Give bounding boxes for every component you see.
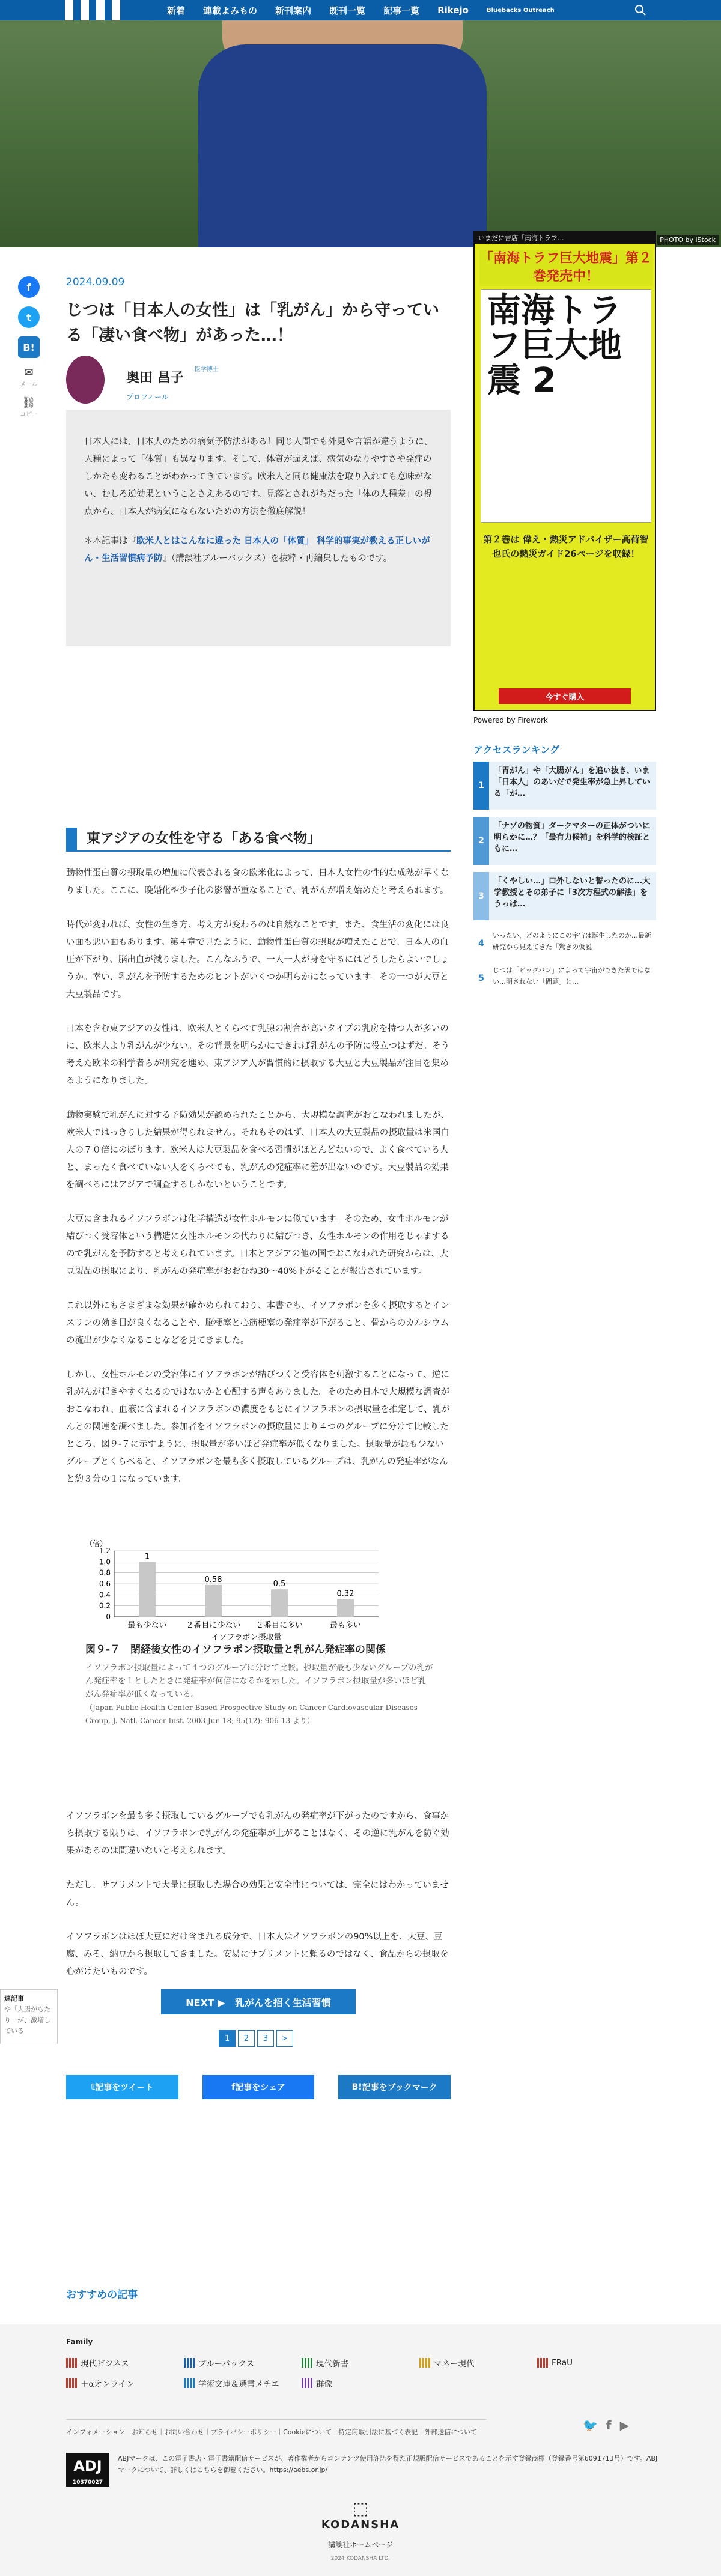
x-tick-label: ２番目に多い — [255, 1621, 303, 1630]
copyright: 2024 KODANSHA LTD. — [330, 2556, 391, 2562]
paragraph: 大豆に含まれるイソフラボンは化学構造が女性ホルモンに似ています。そのため、女性ホルモンが結びつく受容体という構造に女性ホルモンの代わりに結びつき、女性ホルモンの作用をじゃまするので乳がんを予防すると考えられています。日本とアジアの他の国でおこなわれた研究からは、大豆製品の摂取により、乳がんの発症率がおおむね30〜40%下がることが報告されています。 — [66, 1214, 449, 1276]
bar-value-label: 0.58 — [204, 1575, 222, 1584]
figure-caption-body: イソフラボン摂取量によって４つのグループに分けて比較。摂取量が最も少ないグループの乳がん発症率を１としたときに発症率が何倍になるかを示した。イソフラボン摂取量が多いほど乳がん発症率が低くなっている。 — [85, 1663, 433, 1699]
page-3[interactable]: 3 — [257, 2030, 274, 2047]
paragraph: 日本を含む東アジアの女性は、欧米人とくらべて乳腺の割合が高いタイプの乳房を持つ人が多いのに、欧米人より乳がんが少ない。その背景を明らかにできれば乳がんの予防に役立つはずだ。そう考えた欧米の科学者らが研究を進め、東アジア人が習慣的に摂取する大豆と大豆製品が注目を集めるようになりました。 — [66, 1024, 449, 1086]
youtube-icon[interactable]: ▶ — [619, 2418, 629, 2432]
twitter-icon[interactable]: t — [18, 306, 40, 328]
paragraph: 動物性蛋白質の摂取量の増加に代表される食の欧米化によって、日本人女性の性的な成熟が早くなりました。ここに、晩婚化や少子化の影響が重なることで、乳がんが増え始めたと考えられます。 — [66, 868, 449, 896]
nav-item-backlist[interactable]: 既刊一覧 — [329, 5, 366, 16]
site-footer — [0, 2324, 721, 2576]
footer-social — [583, 2418, 629, 2432]
intro-box — [66, 410, 451, 646]
paragraph: イソフラボンはほぼ大豆にだけ含まれる成分で、日本人はイソフラボンの90%以上を、大豆、豆腐、みそ、納豆から摂取してきました。安易にサプリメントに頼るのではなく、食品からの摂取を心がけたいものです。 — [66, 1932, 449, 1977]
family-link[interactable]: 学術文庫＆選書メチエ — [184, 2377, 302, 2389]
article-body-after — [66, 1808, 451, 1998]
paragraph: ただし、サプリメントで大量に摂取した場合の効果と安全性については、完全にはわかっていません。 — [66, 1880, 449, 1908]
hatena-bookmark-button[interactable]: B! 記事をブックマーク — [338, 2075, 451, 2099]
brand-stripes-icon — [184, 2358, 195, 2368]
bar — [271, 1589, 288, 1617]
page-2[interactable]: 2 — [238, 2030, 255, 2047]
ad-book-cover — [481, 289, 651, 523]
search-icon[interactable] — [634, 4, 646, 16]
ad-headline: 「南海トラフ巨大地震」第２巻発売中！ — [479, 250, 653, 286]
y-tick-label: 0.4 — [99, 1590, 111, 1599]
hero-leggings — [198, 44, 487, 247]
y-tick-label: 1.0 — [99, 1557, 111, 1566]
author-role: 医学博士 — [195, 366, 219, 373]
brand-stripes-icon — [184, 2378, 195, 2388]
family-link[interactable]: 現代ビジネス — [66, 2357, 184, 2369]
photo-credit: PHOTO by iStock — [657, 235, 719, 245]
link-copy-icon[interactable]: ⛓ コピー — [20, 396, 38, 418]
mail-icon[interactable]: ✉ メール — [20, 366, 38, 388]
book-link[interactable]: 欧米人とはこんなに違った 日本人の「体質」 科学的事実が教える正しいがん・生活習慣病予防 — [84, 536, 430, 563]
y-tick-label: 0.8 — [99, 1568, 111, 1577]
avatar[interactable] — [66, 356, 105, 404]
brand-stripes-icon — [302, 2358, 312, 2368]
hatena-bookmark-icon[interactable]: B! — [18, 336, 40, 358]
y-axis-label: （倍） — [85, 1539, 108, 1548]
article-date: 2024.09.09 — [66, 276, 125, 288]
nav-item-serial[interactable]: 連載よみもの — [203, 5, 258, 16]
paragraph: イソフラボンを最も多く摂取しているグループでも乳がんの発症率が下がったのですから、食事から摂取する限りは、イソフラボンで乳がんの発症率が上がることはなく、その逆に乳がんを防ぐ効果があるのは間違いないと考えられます。 — [66, 1811, 449, 1856]
abj-mark: ADJ 10370027 — [66, 2453, 109, 2487]
y-tick-label: 0.2 — [99, 1601, 111, 1610]
ad-buy-button[interactable]: 今すぐ購入 — [499, 688, 631, 704]
brand-stripes-icon — [66, 2358, 77, 2368]
section-heading: 東アジアの女性を守る「ある食べ物」 — [66, 828, 451, 852]
family-link[interactable]: ＋αオンライン — [66, 2377, 184, 2389]
paragraph: しかし、女性ホルモンの受容体にイソフラボンが結びつくと受容体を刺激することになって、逆に乳がんが起きやすくなるのではないかと心配する声もありました。そのため日本で大規模な調査がおこなわれ、血液に含まれるイソフラボンの濃度をもとにイソフラボンの摂取量を推定して、乳がんとの関連を調べました。参加者をイソフラボンの摂取量により４つのグループに分けて比較したところ、図９-７に示すように、摂取量が多いほど発症率が低くなりました。摂取量が最も少ないグループとくらべると、イソフラボンを最も多く摂取しているグループは、乳がんの発症率がなんと約３分の１になっています。 — [66, 1370, 450, 1484]
family-links — [66, 2357, 655, 2389]
bar-value-label: 0.5 — [273, 1580, 286, 1589]
figure-caption — [85, 1661, 434, 1727]
bar — [205, 1585, 222, 1617]
nav-item-new[interactable]: 新着 — [167, 5, 186, 16]
figure-caption-source: （Japan Public Health Center-Based Prospective Study on Cancer Cardiovascular Diseases Group, J. Natl. Cancer Inst. 2003 Jun 18; 95(12): 906-13 より） — [85, 1703, 418, 1725]
y-tick-label: 0.6 — [99, 1580, 111, 1588]
brand-stripes-icon — [419, 2358, 430, 2368]
ranking-item[interactable]: 4 いったい、どのようにこの宇宙は誕生したのか…最新研究から見えてきた「驚きの仮説」 — [478, 932, 651, 951]
author-name[interactable]: 奥田 昌子 — [126, 371, 184, 386]
kodansha-emblem-icon: ⬚ — [352, 2499, 369, 2518]
ad-body: 第２巻は 偉え・熱災アドバイザー高荷智也氏の熱災ガイド26ページを収録！ — [483, 534, 649, 559]
bar — [139, 1562, 156, 1617]
family-link[interactable]: マネー現代 — [419, 2357, 537, 2369]
x-tick-label: ２番目に少ない — [186, 1621, 241, 1630]
ad-cover-title: 南海トラフ巨大地震 2 — [487, 291, 622, 400]
brand-stripes-icon — [66, 2378, 77, 2388]
pagination — [219, 2030, 293, 2047]
x-tick-label: 最も多い — [329, 1621, 362, 1630]
family-link[interactable]: 群像 — [302, 2377, 419, 2389]
abj-text: ABJマークは、この電子書店・電子書籍配信サービスが、著作権者からコンテンツ使用許諾を得た正規版配信サービスであることを示す登録商標（登録番号第6091713号）です。ABJマークについて、詳しくはこちらを御覧ください。https://aebs.or.jp/ — [118, 2455, 658, 2474]
ad-powered-by: Powered by Firework — [473, 716, 548, 724]
article-title: じつは「日本人の女性」は「乳がん」から守っている「凄い食べ物」があった…！ — [66, 301, 439, 345]
facebook-icon[interactable]: f — [18, 276, 40, 298]
y-tick-label: 1.2 — [99, 1547, 111, 1555]
next-page-button[interactable]: NEXT ▶ 乳がんを招く生活習慣 — [161, 1989, 356, 2014]
figure-caption-title: 図９-７ 閉経後女性のイソフラボン摂取量と乳がん発症率の関係 — [85, 1644, 386, 1656]
intro-text: 日本人には、日本人のための病気予防法がある！同じ人間でも外見や言語が違うように、人種によって「体質」も異なります。そして、体質が違えば、病気のなりやすさや発症のしかたも変わることがわかってきています。欧米人と同じ健康法を取り入れても意味がない、むしろ逆効果ということさえあるのです。見落とされがちだった「体の人種差」の視点から、日本人が病気にならないための方法を徹底解説！ — [84, 437, 433, 517]
facebook-share-button[interactable]: f 記事をシェア — [202, 2075, 315, 2099]
author-profile-link[interactable]: プロフィール — [126, 393, 169, 401]
ranking-item[interactable]: 3 「くやしい…」口外しないと誓ったのに…大学教授とその弟子に「3次方程式の解法」をうっぱ… — [473, 872, 656, 920]
main-nav — [167, 0, 555, 20]
recommended-heading: おすすめの記事 — [66, 2289, 138, 2301]
brand-stripes-icon — [302, 2378, 312, 2388]
x-axis-label: イソフラボン摂取量 — [211, 1633, 282, 1642]
paragraph: 動物実験で乳がんに対する予防効果が認められたことから、大規模な調査がおこなわれましたが、欧米人ではっきりした結果が得られません。それもそのはず、日本人の大豆製品の摂取量は米国白人の７０倍にのぼります。欧米人は大豆製品を食べる習慣がほとんどないので、よく食べている人と、まったく食べていない人をくらべても、乳がんの発症率に差が出ないのです。大豆製品の効果を調べるにはアジアで調査するしかないということです。 — [66, 1111, 449, 1190]
sidebar-ad[interactable] — [473, 231, 656, 711]
family-label: Family — [66, 2338, 93, 2346]
ranking-item[interactable]: 5 じつは「ビッグバン」によって宇宙ができた訳ではない…明されない「問題」と… — [478, 966, 651, 986]
ranking-item[interactable]: 1 「胃がん」や「大腸がん」を追い抜き、いま「日本人」のあいだで発生率が急上昇している「が… — [473, 762, 656, 810]
nav-item-rikejo[interactable]: Rikejo — [437, 5, 469, 16]
facebook-icon[interactable]: f — [606, 2418, 612, 2432]
nav-item-articles[interactable]: 記事一覧 — [383, 5, 420, 16]
family-link[interactable]: ブルーバックス — [184, 2357, 302, 2369]
paragraph: これ以外にもさまざまな効果が確かめられており、本書でも、イソフラボンを多く摂取するとインスリンの効き目が良くなることや、脳梗塞と心筋梗塞の発症率が下がること、骨からのカルシウムの流出が少なくなることなどを見てきました。 — [66, 1301, 449, 1345]
brand-stripes-icon — [537, 2358, 548, 2368]
family-link[interactable]: FRaU — [537, 2357, 655, 2369]
nav-item-outreach[interactable]: Bluebacks Outreach — [486, 7, 555, 14]
site-logo[interactable] — [65, 0, 148, 20]
share-row — [66, 2075, 451, 2099]
side-share — [18, 276, 42, 426]
tweet-button[interactable]: 𝕥 記事をツイート — [66, 2075, 178, 2099]
figure-9-7 — [78, 1538, 451, 1814]
bar-value-label: 1 — [144, 1552, 150, 1562]
page-next[interactable]: > — [276, 2030, 293, 2047]
family-link[interactable]: 現代新書 — [302, 2357, 419, 2369]
related-article-float[interactable]: 連記事 や「大腸がもたり」が、激増している — [0, 1989, 58, 2044]
twitter-icon[interactable]: 🐦 — [583, 2418, 598, 2432]
kodansha-home-link[interactable]: 講談社ホームページ — [328, 2541, 393, 2549]
isoflavone-bar-chart — [78, 1538, 451, 1646]
bar — [337, 1599, 354, 1617]
paragraph: 時代が変われば、女性の生き方、考え方が変わるのは自然なことです。また、食生活の変化には良い面も悪い面もあります。第４章で見たように、動物性蛋白質の摂取が増えたことで、日本人の血圧が下がり、脳出血が減りました。こんなふうで、一人一人が身を守るにはどうしたらよいでしょうか。幸い、乳がんを予防するためのヒントがいくつか明らかになっています。その一つが大豆と大豆製品です。 — [66, 920, 449, 999]
intro-source: ＊本記事は『欧米人とはこんなに違った 日本人の「体質」 科学的事実が教える正しいがん・生活習慣病予防』（講談社ブルーバックス）を抜粋・再編集したものです。 — [84, 536, 430, 563]
site-header — [0, 0, 721, 20]
ranking-heading: アクセスランキング — [473, 744, 560, 756]
article-body — [66, 865, 451, 1505]
kodansha-logo[interactable]: ⬚ KODANSHA 講談社ホームページ 2024 KODANSHA LTD. — [312, 2499, 409, 2562]
bar-value-label: 0.32 — [336, 1589, 354, 1599]
ad-top-bar: いまだに書店「南海トラフ... — [475, 232, 655, 244]
x-tick-label: 最も少ない — [127, 1621, 167, 1630]
page-1[interactable]: 1 — [219, 2030, 236, 2047]
ranking-item[interactable]: 2 「ナゾの物質」ダークマターの正体がついに明らかに…？「最有力候補」を科学的検証ともに… — [473, 817, 656, 865]
y-tick-label: 0 — [106, 1613, 111, 1621]
nav-item-new-books[interactable]: 新刊案内 — [275, 5, 312, 16]
footer-info-links[interactable]: インフォメーション お知らせ｜お問い合わせ｜プライバシーポリシー｜Cookieについて｜特定商取引法に基づく表記｜外部送信について — [66, 2419, 487, 2437]
hero-image — [0, 20, 721, 247]
